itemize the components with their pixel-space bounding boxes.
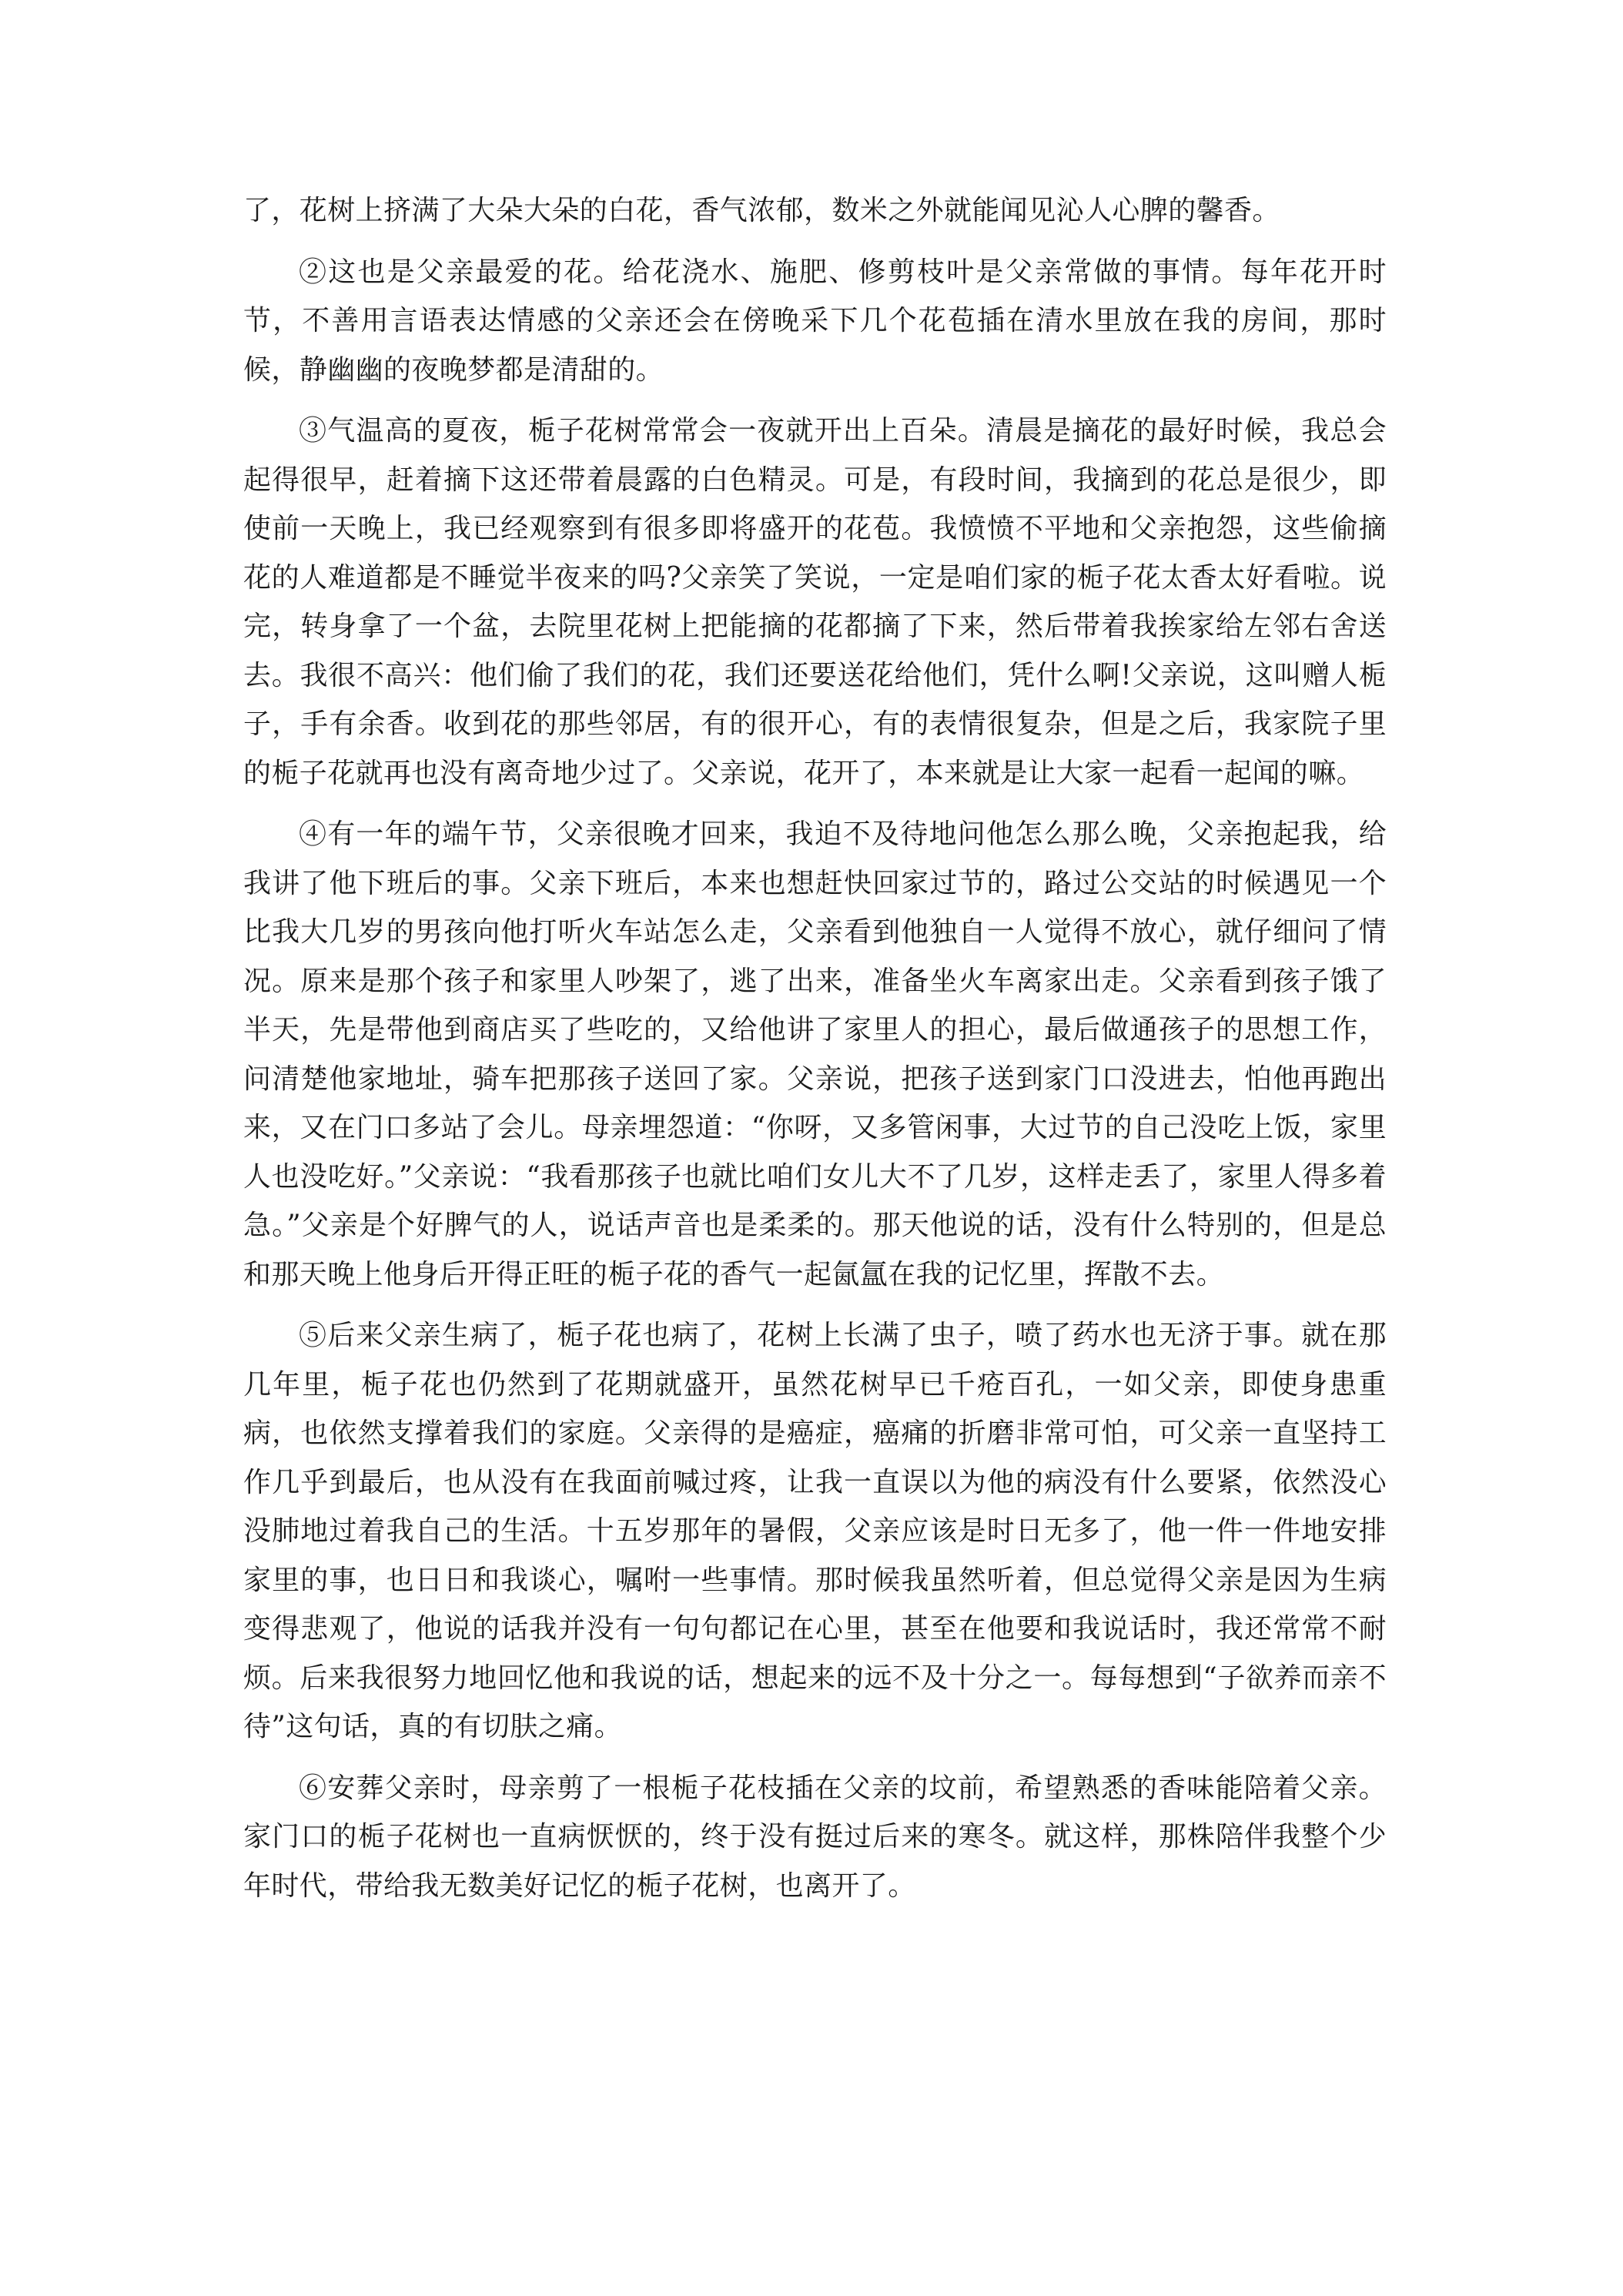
paragraph-4: ④有一年的端午节，父亲很晚才回来，我迫不及待地问他怎么那么晚，父亲抱起我，给我讲了他下班后的事。父亲下班后，本来也想赶快回家过节的，路过公交站的时候遇见一个比我大几岁的男孩向他打听火车站怎么走，父亲看到他独自一人觉得不放心，就仔细问了情况。原来是那个孩子和家里人吵架了，逃了出来，准备坐火车离家出走。父亲看到孩子饿了半天，先是带他到商店买了些吃的，又给他讲了家里人的担心，最后做通孩子的思想工作，问清楚他家地址，骑车把那孩子送回了家。父亲说，把孩子送到家门口没进去，怕他再跑出来，又在门口多站了会儿。母亲埋怨道：“你呀，又多管闲事，大过节的自己没吃上饭，家里人也没吃好。”父亲说：“我看那孩子也就比咱们女儿大不了几岁，这样走丢了，家里人得多着急。”父亲是个好脾气的人，说话声音也是柔柔的。那天他说的话，没有什么特别的，但是总和那天晚上他身后开得正旺的栀子花的香气一起氤氲在我的记忆里，挥散不去。 [243,818,1387,1290]
document-page [243,186,1387,1923]
paragraph-3: ③气温高的夏夜，栀子花树常常会一夜就开出上百朵。清晨是摘花的最好时候，我总会起得很早，赶着摘下这还带着晨露的白色精灵。可是，有段时间，我摘到的花总是很少，即使前一天晚上，我已经观察到有很多即将盛开的花苞。我愤愤不平地和父亲抱怨，这些偷摘花的人难道都是不睡觉半夜来的吗?父亲笑了笑说，一定是咱们家的栀子花太香太好看啦。说完，转身拿了一个盆，去院里花树上把能摘的花都摘了下来，然后带着我挨家给左邻右舍送去。我很不高兴：他们偷了我们的花，我们还要送花给他们，凭什么啊!父亲说，这叫赠人栀子，手有余香。收到花的那些邻居，有的很开心，有的表情很复杂，但是之后，我家院子里的栀子花就再也没有离奇地少过了。父亲说，花开了，本来就是让大家一起看一起闻的嘛。 [243,415,1387,789]
paragraph-5: ⑤后来父亲生病了，栀子花也病了，花树上长满了虫子，喷了药水也无济于事。就在那几年里，栀子花也仍然到了花期就盛开，虽然花树早已千疮百孔，一如父亲，即使身患重病，也依然支撑着我们的家庭。父亲得的是癌症，癌痛的折磨非常可怕，可父亲一直坚持工作几乎到最后，也从没有在我面前喊过疼，让我一直误以为他的病没有什么要紧，依然没心没肺地过着我自己的生活。十五岁那年的暑假，父亲应该是时日无多了，他一件一件地安排家里的事，也日日和我谈心，嘱咐一些事情。那时候我虽然听着，但总觉得父亲是因为生病变得悲观了，他说的话我并没有一句句都记在心里，甚至在他要和我说话时，我还常常不耐烦。后来我很努力地回忆他和我说的话，想起来的远不及十分之一。每每想到“子欲养而亲不待”这句话，真的有切肤之痛。 [243,1320,1387,1742]
paragraph-continued: 了，花树上挤满了大朵大朵的白花，香气浓郁，数米之外就能闻见沁人心脾的馨香。 [243,195,1280,226]
paragraph-2: ②这也是父亲最爱的花。给花浇水、施肥、修剪枝叶是父亲常做的事情。每年花开时节，不善用言语表达情感的父亲还会在傍晚采下几个花苞插在清水里放在我的房间，那时候，静幽幽的夜晚梦都是清甜的。 [243,256,1387,386]
paragraph-6: ⑥安葬父亲时，母亲剪了一根栀子花枝插在父亲的坟前，希望熟悉的香味能陪着父亲。家门口的栀子花树也一直病恹恹的，终于没有挺过后来的寒冬。就这样，那株陪伴我整个少年时代，带给我无数美好记忆的栀子花树，也离开了。 [243,1772,1387,1902]
